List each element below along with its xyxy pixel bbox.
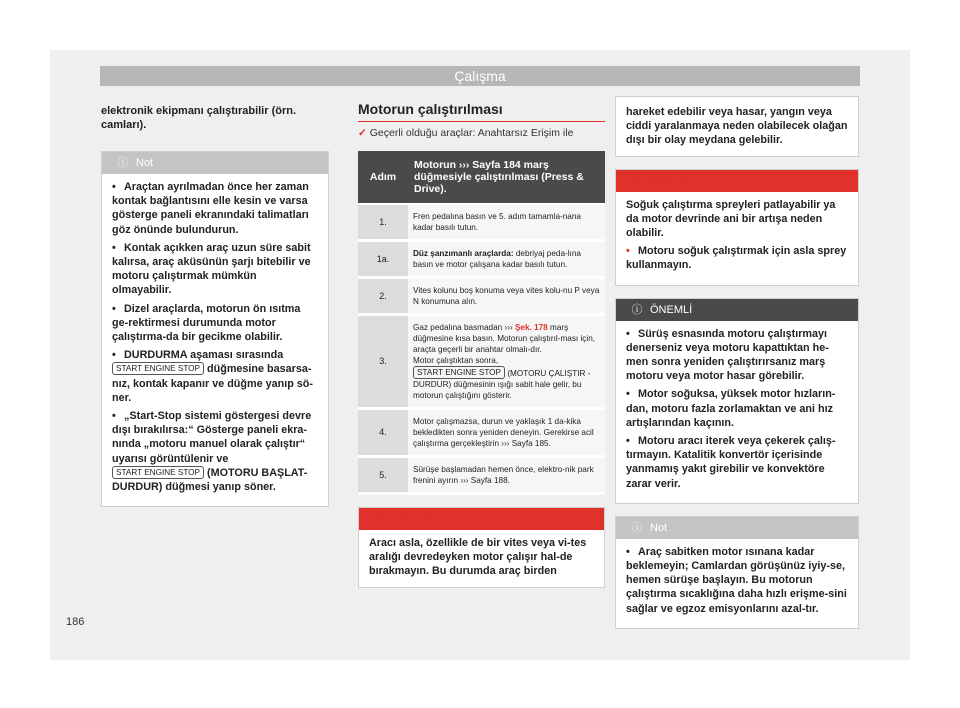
note-body (102, 174, 328, 506)
right-column (615, 96, 859, 629)
note-item: • Kontak açıkken araç uzun süre sabit kalırsa, araç aküsünün şarjı bitebilir ve motoru çalıştırmak mümkün olmayabilir. (112, 241, 311, 297)
page-header: Çalışma (100, 66, 860, 86)
note-header (102, 152, 328, 174)
warning-box-middle (358, 507, 605, 588)
left-intro: elektronik ekipmanı çalıştırabilir (örn. camları). (101, 105, 297, 131)
warning-triangle-icon: ⚠ (632, 174, 642, 187)
note-box-left (101, 151, 329, 507)
section-title: Motorun çalıştırılması (358, 101, 503, 117)
table-row: 3. Gaz pedalına basmadan ››› Şek. 178 marş düğmesine kısa basın. Motorun çalıştırıl-ması için, araçta geçerli bir anahtar olmalı-dır. Motor çalıştıktan sonra, START ENGINE STOP (MOTORU ÇALIŞTIR - DURDUR) düğmesinin ışığı sabit hale gelir, bu motorun çalıştığını gösterir. (358, 315, 605, 409)
warning-body: Aracı asla, özellikle de bir vites veya vi-tes aralığı devredeyken motor çalışır hal-de bırakmayın. Bu durumda araç birden (369, 537, 587, 578)
warning-triangle-icon: ⚠ (375, 513, 385, 525)
info-icon: ⓘ (631, 521, 643, 534)
figure-reference-link[interactable]: Şek. 178 (514, 323, 548, 332)
important-body: • Sürüş esnasında motoru çalıştırmayı denerseniz veya motoru kapattıktan he-men sonra yeniden çalıştırırsanız marş motoru veya motor hasar görebilir. • Motor soğuksa, yüksek motor hızların-dan, motoru fazla zorlamaktan ve ani hız artışlarından kaçının. • Motoru aracı iterek veya çekerek çalış-tırmayın. Katalitik konvertör içerisinde yanmamış yakıt girebilir ve konvektöre zarar verir. (626, 327, 836, 490)
table-row: 1. Fren pedalına basın ve 5. adım tamamla-nana kadar basılı tutun. (358, 204, 605, 241)
note-item: • Dizel araçlarda, motorun ön ısıtma ge-rektirmesi durumunda motor çalıştırma-da bir gecikme olabilir. (112, 302, 301, 344)
note-item: • „Start-Stop sistemi göstergesi devre dışı bırakılırsa:“ Gösterge paneli ekra-nında „motoru manuel olarak çalıştır“ uyarısı görüntülenir ve START ENGINE STOP (MOTORU BAŞLAT-DURDUR) düğmesi yanıp söner. (112, 410, 312, 494)
important-header: ⓘ ÖNEMLİ (616, 299, 858, 321)
warning-box-right (615, 169, 859, 286)
info-icon: ⓘ (117, 157, 129, 169)
warning-continued-box (615, 96, 859, 157)
important-icon: ⓘ (631, 303, 643, 316)
warning-header: ⚠ DİKKAT (359, 508, 604, 530)
important-box (615, 298, 859, 504)
note-title: Not (136, 157, 154, 169)
warning-continued-text: hareket edebilir veya hasar, yangın veya ciddi yaralanmaya neden olabilecek olağan dışı bir olay meydana gelebilir. (626, 106, 848, 147)
note-item: • Araçtan ayrılmadan önce her zaman kontak bağlantısını elle kesin ve varsa gösterge paneli ekranındaki talimatları göz önünde bulundurun. (112, 181, 309, 236)
warning-body: Soğuk çalıştırma spreyleri patlayabilir ya da motor devrinde ani bir artışa neden olabilir. • Motoru soğuk çalıştırmak için asla sprey kullanmayın. (626, 198, 847, 272)
check-icon: ✓ (358, 127, 367, 139)
table-row: 5. Sürüşe başlamadan hemen önce, elektro-nik park frenini ayırın ››› Sayfa 188. (358, 457, 605, 494)
start-engine-stop-key: START ENGINE STOP (112, 466, 204, 479)
table-header-step: Adım (358, 151, 408, 204)
steps-table (358, 151, 605, 495)
table-row: 2. Vites kolunu boş konuma veya vites kolu-nu P veya N konumuna alın. (358, 278, 605, 315)
note-header: ⓘ Not (616, 517, 858, 539)
warning-header: ⚠ DİKKAT (616, 170, 858, 192)
table-header-action: Motorun ››› Sayfa 184 marş düğmesiyle çalıştırılması (Press & Drive). (408, 151, 605, 204)
note-item: • DURDURMA aşaması sırasında START ENGINE STOP düğmesine basarsa-nız, kontak kapanır ve düğme yanıp sö-ner. (112, 349, 313, 404)
middle-column (358, 101, 605, 588)
table-row: 1a. Düz şanzımanlı araçlarda: debriyaj peda-lına basın ve motor çalışana kadar basılı tutun. (358, 241, 605, 278)
applies-line: ✓ Geçerli olduğu araçlar: Anahtarsız Erişim ile (358, 127, 574, 139)
left-column (101, 104, 329, 507)
start-engine-stop-key: START ENGINE STOP (112, 362, 204, 375)
note-box-right (615, 516, 859, 629)
page-number: 186 (66, 616, 85, 628)
section-rule (358, 121, 605, 122)
table-row: 4. Motor çalışmazsa, durun ve yaklaşık 1 da-kika bekledikten sonra yeniden deneyin. Gerekirse acil çalıştırma gerçekleştirin ››› Sayfa 185. (358, 409, 605, 457)
start-engine-stop-key: START ENGINE STOP (413, 366, 505, 379)
note-body: • Araç sabitken motor ısınana kadar beklemeyin; Camlardan görüşünüz iyiy-se, hemen sürüşe başlayın. Bu motorun çalıştırma sıcaklığına daha hızlı erişme-sini sağlar ve egzoz emisyonlarını azal-tır. (626, 545, 847, 615)
